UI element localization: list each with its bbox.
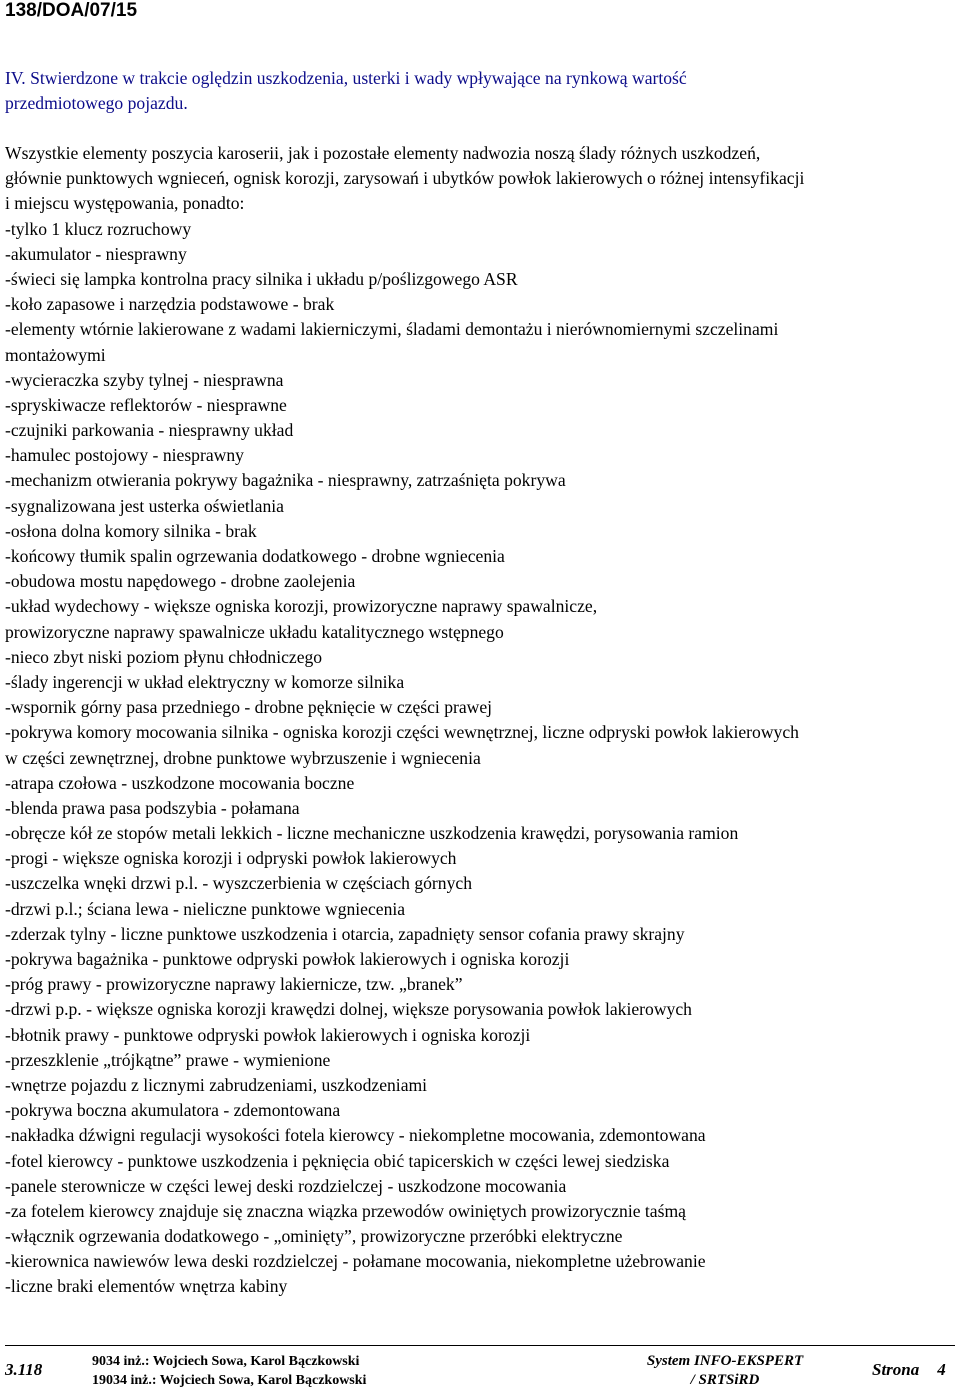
body-line: -pokrywa komory mocowania silnika - ogniska korozji części wewnętrznej, liczne odpryski powłok lakierowych <box>5 722 799 743</box>
body-line: -końcowy tłumik spalin ogrzewania dodatkowego - drobne wgniecenia <box>5 546 505 566</box>
body-line: -panele sterownicze w części lewej deski rozdzielczej - uszkodzone mocowania <box>5 1175 567 1196</box>
body-line: -włącznik ogrzewania dodatkowego - „ominięty”, prowizoryczne przeróbki elektryczne <box>5 1226 623 1247</box>
body-line: -tylko 1 klucz rozruchowy <box>5 218 192 239</box>
body-line: -pokrywa boczna akumulatora - zdemontowana <box>5 1100 341 1121</box>
body-line: -obudowa mostu napędowego - drobne zaolejenia <box>5 571 356 592</box>
footer-divider <box>5 1345 955 1346</box>
body-line: -drzwi p.l.; ściana lewa - nieliczne punktowe wgniecenia <box>5 898 406 919</box>
body-line: -pokrywa bagażnika - punktowe odpryski powłok lakierowych i ogniska korozji <box>5 949 570 969</box>
body-line: -elementy wtórnie lakierowane z wadami lakierniczymi, śladami demontażu i nierównomiernymi szczelinami <box>5 319 779 340</box>
body-line: w części zewnętrznej, drobne punktowe wybrzuszenie i wgniecenia <box>5 747 481 768</box>
body-line: -wnętrze pojazdu z licznymi zabrudzeniami, uszkodzeniami <box>5 1074 428 1095</box>
body-line: -przeszklenie „trójkątne” prawe - wymienione <box>5 1049 331 1070</box>
section-heading <box>5 66 945 116</box>
section-heading-line: przedmiotowego pojazdu. <box>5 93 188 113</box>
footer-authors <box>92 1352 366 1390</box>
footer-author-line: 9034 inż.: Wojciech Sowa, Karol Bączkowski <box>92 1354 360 1369</box>
body-line: -układ wydechowy - większe ogniska korozji, prowizoryczne naprawy spawalnicze, <box>5 596 598 617</box>
body-line: -wspornik górny pasa przedniego - drobne pęknięcie w części prawej <box>5 697 493 718</box>
body-line: prowizoryczne naprawy spawalnicze układu katalitycznego wstępnego <box>5 621 504 642</box>
body-text <box>5 141 950 1300</box>
body-line: -za fotelem kierowcy znajduje się znaczna wiązka przewodów owiniętych prowizorycznie taśmą <box>5 1200 686 1221</box>
body-line: -obręcze kół ze stopów metali lekkich - liczne mechaniczne uszkodzenia krawędzi, porysowania ramion <box>5 823 739 844</box>
body-line: -świeci się lampka kontrolna pracy silnika i układu p/poślizgowego ASR <box>5 268 518 289</box>
body-line: -drzwi p.p. - większe ogniska korozji krawędzi dolnej, większe porysowania powłok lakierowych <box>5 999 692 1020</box>
body-line: -osłona dolna komory silnika - brak <box>5 520 257 541</box>
body-line: -ślady ingerencji w układ elektryczny w komorze silnika <box>5 671 405 692</box>
body-line: -akumulator - niesprawny <box>5 243 187 264</box>
body-line: -spryskiwacze reflektorów - niesprawne <box>5 394 287 415</box>
body-line: -błotnik prawy - punktowe odpryski powłok lakierowych i ogniska korozji <box>5 1024 531 1045</box>
footer-page <box>872 1360 946 1380</box>
footer-page-number: 4 <box>937 1360 946 1379</box>
body-line: i miejscu występowania, ponadto: <box>5 193 245 214</box>
body-line: -sygnalizowana jest usterka oświetlania <box>5 495 284 516</box>
body-line: -próg prawy - prowizoryczne naprawy lakiernicze, tzw. „branek” <box>5 974 463 995</box>
body-line: -liczne braki elementów wnętrza kabiny <box>5 1276 288 1297</box>
document-id: 138/DOA/07/15 <box>5 0 138 21</box>
body-line: -hamulec postojowy - niesprawny <box>5 445 244 466</box>
body-line: -mechanizm otwierania pokrywy bagażnika - niesprawny, zatrzaśnięta pokrywa <box>5 470 566 491</box>
body-line: głównie punktowych wgnieceń, ognisk korozji, zarysowań i ubytków powłok lakierowych o różnej intensyfikacji <box>5 168 805 189</box>
body-line: montażowymi <box>5 344 106 365</box>
body-line: -atrapa czołowa - uszkodzone mocowania boczne <box>5 772 355 793</box>
footer-page-label: Strona <box>872 1360 920 1379</box>
body-line: -koło zapasowe i narzędzia podstawowe - brak <box>5 294 335 315</box>
footer-system-name: System INFO-EKSPERT <box>646 1353 804 1369</box>
section-heading-line: IV. Stwierdzone w trakcie oględzin uszkodzenia, usterki i wady wpływające na rynkową wartość <box>5 68 687 88</box>
body-line: -zderzak tylny - liczne punktowe uszkodzenia i otarcia, zapadnięty sensor cofania prawy skrajny <box>5 923 685 944</box>
body-line: -czujniki parkowania - niesprawny układ <box>5 420 294 441</box>
body-line: -wycieraczka szyby tylnej - niesprawna <box>5 369 284 390</box>
footer-author-line: 19034 inż.: Wojciech Sowa, Karol Bączkowski <box>92 1373 367 1388</box>
footer-system <box>640 1352 810 1390</box>
footer-system-org: / SRTSiRD <box>690 1372 760 1388</box>
body-line: -nieco zbyt niski poziom płynu chłodniczego <box>5 646 323 667</box>
body-line: -progi - większe ogniska korozji i odpryski powłok lakierowych <box>5 848 457 869</box>
body-line: -fotel kierowcy - punktowe uszkodzenia i pęknięcia obić tapicerskich w części lewej siedziska <box>5 1150 670 1171</box>
footer-section-number: 3.118 <box>5 1360 43 1379</box>
body-line: -uszczelka wnęki drzwi p.l. - wyszczerbienia w częściach górnych <box>5 873 472 894</box>
body-line: -kierownica nawiewów lewa deski rozdzielczej - połamane mocowania, niekompletne użebrowanie <box>5 1251 706 1272</box>
body-line: Wszystkie elementy poszycia karoserii, jak i pozostałe elementy nadwozia noszą ślady różnych uszkodzeń, <box>5 143 761 163</box>
body-line: -nakładka dźwigni regulacji wysokości fotela kierowcy - niekompletne mocowania, zdemontowana <box>5 1125 706 1146</box>
body-line: -blenda prawa pasa podszybia - połamana <box>5 797 300 818</box>
